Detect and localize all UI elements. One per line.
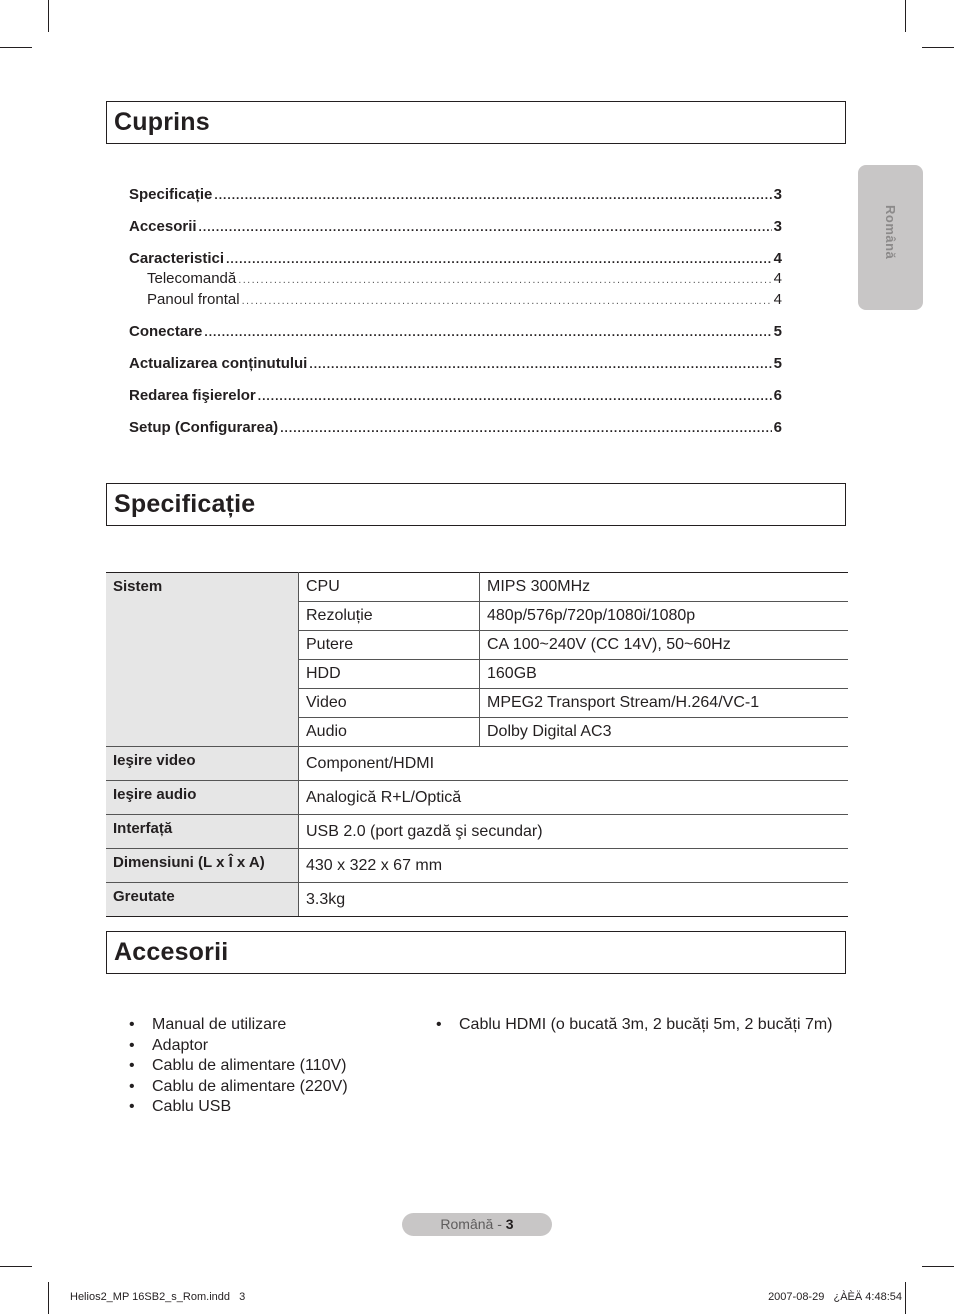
spec-subcategory: Video bbox=[299, 689, 480, 718]
toc-entry[interactable] bbox=[129, 323, 782, 343]
table-row bbox=[106, 849, 848, 883]
spec-value: 480p/576p/720p/1080i/1080p bbox=[480, 602, 849, 631]
accessories-list-right bbox=[436, 1016, 833, 1037]
toc-entry[interactable] bbox=[129, 355, 782, 375]
table-row bbox=[106, 781, 848, 815]
spec-category-system: Sistem bbox=[106, 573, 299, 747]
spec-value: Analogică R+L/Optică bbox=[299, 781, 849, 815]
toc-leader bbox=[258, 389, 772, 403]
footer-language: Română bbox=[440, 1216, 494, 1232]
toc-entry-page: 3 bbox=[773, 218, 782, 235]
language-side-tab-label: Română bbox=[883, 205, 898, 260]
contents-heading-box bbox=[106, 101, 846, 144]
spec-subcategory: Putere bbox=[299, 631, 480, 660]
footer-separator: - bbox=[493, 1216, 506, 1232]
toc-entry[interactable] bbox=[129, 186, 782, 206]
language-side-tab bbox=[858, 165, 923, 310]
list-item: • Cablu HDMI (o bucată 3m, 2 bucăți 5m, 2 bucăți 7m) bbox=[436, 1016, 833, 1037]
toc-entry-title: Caracteristici bbox=[129, 250, 225, 267]
toc-leader bbox=[238, 274, 771, 286]
toc-leader bbox=[204, 325, 771, 339]
accessories-heading-box bbox=[106, 931, 846, 974]
toc-entry-title: Setup (Configurarea) bbox=[129, 419, 279, 436]
toc-entry-title: Conectare bbox=[129, 323, 203, 340]
toc-entry-page: 5 bbox=[773, 355, 782, 372]
crop-mark bbox=[905, 0, 906, 32]
spec-value: Component/HDMI bbox=[299, 747, 849, 781]
specification-heading-box bbox=[106, 483, 846, 526]
footer-page-number: 3 bbox=[505, 1216, 514, 1232]
table-row bbox=[106, 883, 848, 917]
toc-entry-page: 6 bbox=[773, 387, 782, 404]
spec-category: Greutate bbox=[106, 883, 299, 917]
spec-subcategory: Rezoluție bbox=[299, 602, 480, 631]
crop-mark bbox=[48, 0, 49, 32]
crop-mark bbox=[922, 47, 954, 48]
accessories-list-left bbox=[129, 1016, 348, 1119]
spec-subcategory: HDD bbox=[299, 660, 480, 689]
toc-entry-title: Accesorii bbox=[129, 218, 197, 235]
list-item: • Adaptor bbox=[129, 1037, 348, 1058]
toc-entry-page: 4 bbox=[773, 270, 782, 287]
print-slug-timestamp: 2007-08-29 ¿ÀÈÄ 4:48:54 bbox=[768, 1291, 902, 1303]
toc-entry-title: Specificație bbox=[129, 186, 213, 203]
toc-entry-page: 5 bbox=[773, 323, 782, 340]
print-slug-file: Helios2_MP 16SB2_s_Rom.indd 3 bbox=[70, 1291, 246, 1303]
crop-mark bbox=[48, 1282, 49, 1314]
toc-entry-page: 4 bbox=[773, 250, 782, 267]
spec-category: Interfață bbox=[106, 815, 299, 849]
spec-subcategory: Audio bbox=[299, 718, 480, 747]
toc-entry-page: 3 bbox=[773, 186, 782, 203]
specification-heading: Specificație bbox=[114, 490, 256, 518]
spec-category: Ieşire audio bbox=[106, 781, 299, 815]
spec-value: MPEG2 Transport Stream/H.264/VC-1 bbox=[480, 689, 849, 718]
spec-value: 160GB bbox=[480, 660, 849, 689]
list-item: • Cablu de alimentare (220V) bbox=[129, 1078, 348, 1099]
toc-subentry[interactable] bbox=[147, 270, 782, 290]
toc-entry-title: Telecomandă bbox=[147, 270, 237, 287]
toc-entry-title: Redarea fişierelor bbox=[129, 387, 256, 404]
spec-subcategory: CPU bbox=[299, 573, 480, 602]
spec-value: USB 2.0 (port gazdă şi secundar) bbox=[299, 815, 849, 849]
crop-mark bbox=[0, 1266, 32, 1267]
spec-category: Dimensiuni (L x Î x A) bbox=[106, 849, 299, 883]
spec-value: CA 100~240V (CC 14V), 50~60Hz bbox=[480, 631, 849, 660]
toc-entry-page: 6 bbox=[773, 419, 782, 436]
table-row bbox=[106, 815, 848, 849]
crop-mark bbox=[0, 47, 32, 48]
list-item: • Cablu de alimentare (110V) bbox=[129, 1057, 348, 1078]
toc-entry[interactable] bbox=[129, 387, 782, 407]
toc-leader bbox=[226, 252, 772, 266]
spec-value: 430 x 322 x 67 mm bbox=[299, 849, 849, 883]
crop-mark bbox=[922, 1266, 954, 1267]
toc-leader bbox=[309, 357, 771, 371]
toc-entry[interactable] bbox=[129, 218, 782, 238]
toc-entry-page: 4 bbox=[773, 291, 782, 308]
table-row bbox=[106, 573, 848, 602]
toc-entry[interactable] bbox=[129, 419, 782, 439]
list-item: • Cablu USB bbox=[129, 1098, 348, 1119]
contents-heading: Cuprins bbox=[114, 108, 210, 136]
spec-value: MIPS 300MHz bbox=[480, 573, 849, 602]
crop-mark bbox=[905, 1282, 906, 1314]
table-row bbox=[106, 747, 848, 781]
toc-leader bbox=[199, 220, 772, 234]
accessories-heading: Accesorii bbox=[114, 938, 229, 966]
toc-entry-title: Panoul frontal bbox=[147, 291, 240, 308]
list-item: • Manual de utilizare bbox=[129, 1016, 348, 1037]
toc-entry-title: Actualizarea conținutului bbox=[129, 355, 308, 372]
spec-value: 3.3kg bbox=[299, 883, 849, 917]
toc-leader bbox=[280, 421, 771, 435]
specification-table bbox=[106, 572, 848, 917]
toc-leader bbox=[242, 295, 772, 307]
spec-value: Dolby Digital AC3 bbox=[480, 718, 849, 747]
page-number-badge bbox=[402, 1213, 552, 1236]
toc-entry[interactable] bbox=[129, 250, 782, 270]
spec-category: Ieşire video bbox=[106, 747, 299, 781]
toc-leader bbox=[214, 188, 771, 202]
toc-subentry[interactable] bbox=[147, 291, 782, 311]
